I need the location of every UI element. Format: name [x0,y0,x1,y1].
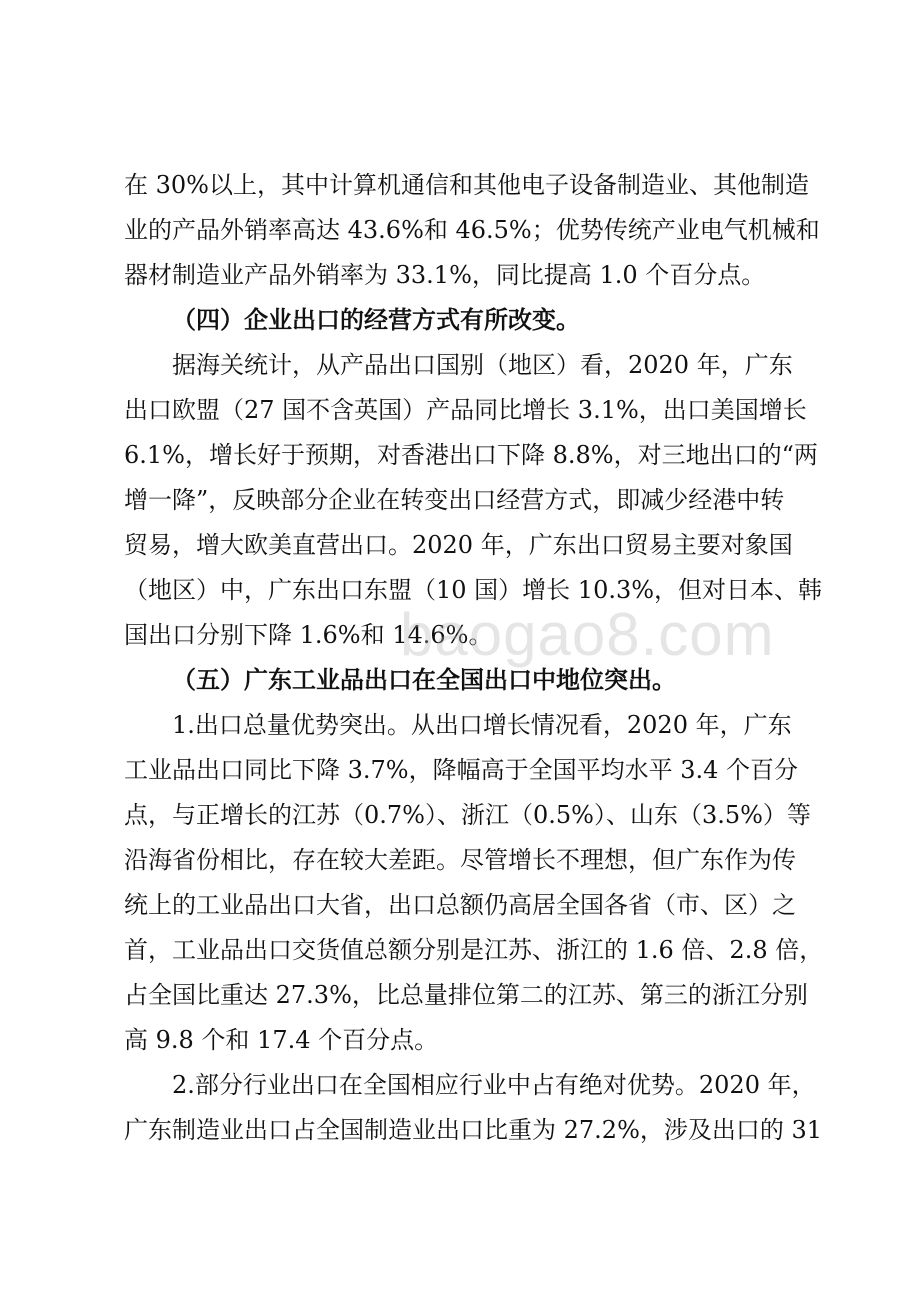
section-5-heading: （五）广东工业品出口在全国出口中地位突出。 [172,665,676,694]
text-line: 沿海省份相比，存在较大差距。尽管增长不理想，但广东作为传 [124,846,796,874]
text-line: 6.1%，增长好于预期，对香港出口下降 8.8%，对三地出口的“两 [124,441,818,469]
text-line: 统上的工业品出口大省，出口总额仍高居全国各省（市、区）之 [124,891,796,919]
text-line: 增一降”，反映部分企业在转变出口经营方式，即减少经港中转 [124,486,785,514]
section-4-heading: （四）企业出口的经营方式有所改变。 [172,305,580,334]
text-line: 业的产品外销率高达 43.6%和 46.5%；优势传统产业电气机械和 [124,216,820,244]
text-line: 国出口分别下降 1.6%和 14.6%。 [124,621,493,649]
text-line: 工业品出口同比下降 3.7%，降幅高于全国平均水平 3.4 个百分 [124,756,799,784]
watermark: baogao8.com [400,601,775,668]
text-line: 占全国比重达 27.3%，比总量排位第二的江苏、第三的浙江分别 [124,981,808,1009]
text-line: 广东制造业出口占全国制造业出口比重为 27.2%，涉及出口的 31 [124,1116,823,1144]
text-line: 1.出口总量优势突出。从出口增长情况看，2020 年，广东 [172,711,792,739]
text-line: 器材制造业产品外销率为 33.1%，同比提高 1.0 个百分点。 [124,261,766,289]
text-line: 出口欧盟（27 国不含英国）产品同比增长 3.1%，出口美国增长 [124,396,807,424]
text-line: 据海关统计，从产品出口国别（地区）看，2020 年，广东 [172,351,793,379]
text-line: 首，工业品出口交货值总额分别是江苏、浙江的 1.6 倍、2.8 倍， [124,936,824,964]
text-line: 点，与正增长的江苏（0.7%）、浙江（0.5%）、山东（3.5%）等 [124,801,811,829]
text-line: （地区）中，广东出口东盟（10 国）增长 10.3%，但对日本、韩 [124,576,823,604]
text-line: 贸易，增大欧美直营出口。2020 年，广东出口贸易主要对象国 [124,531,793,559]
text-line: 在 30%以上，其中计算机通信和其他电子设备制造业、其他制造 [124,171,809,199]
text-line: 高 9.8 个和 17.4 个百分点。 [124,1026,439,1054]
text-line: 2.部分行业出口在全国相应行业中占有绝对优势。2020 年， [172,1071,816,1099]
